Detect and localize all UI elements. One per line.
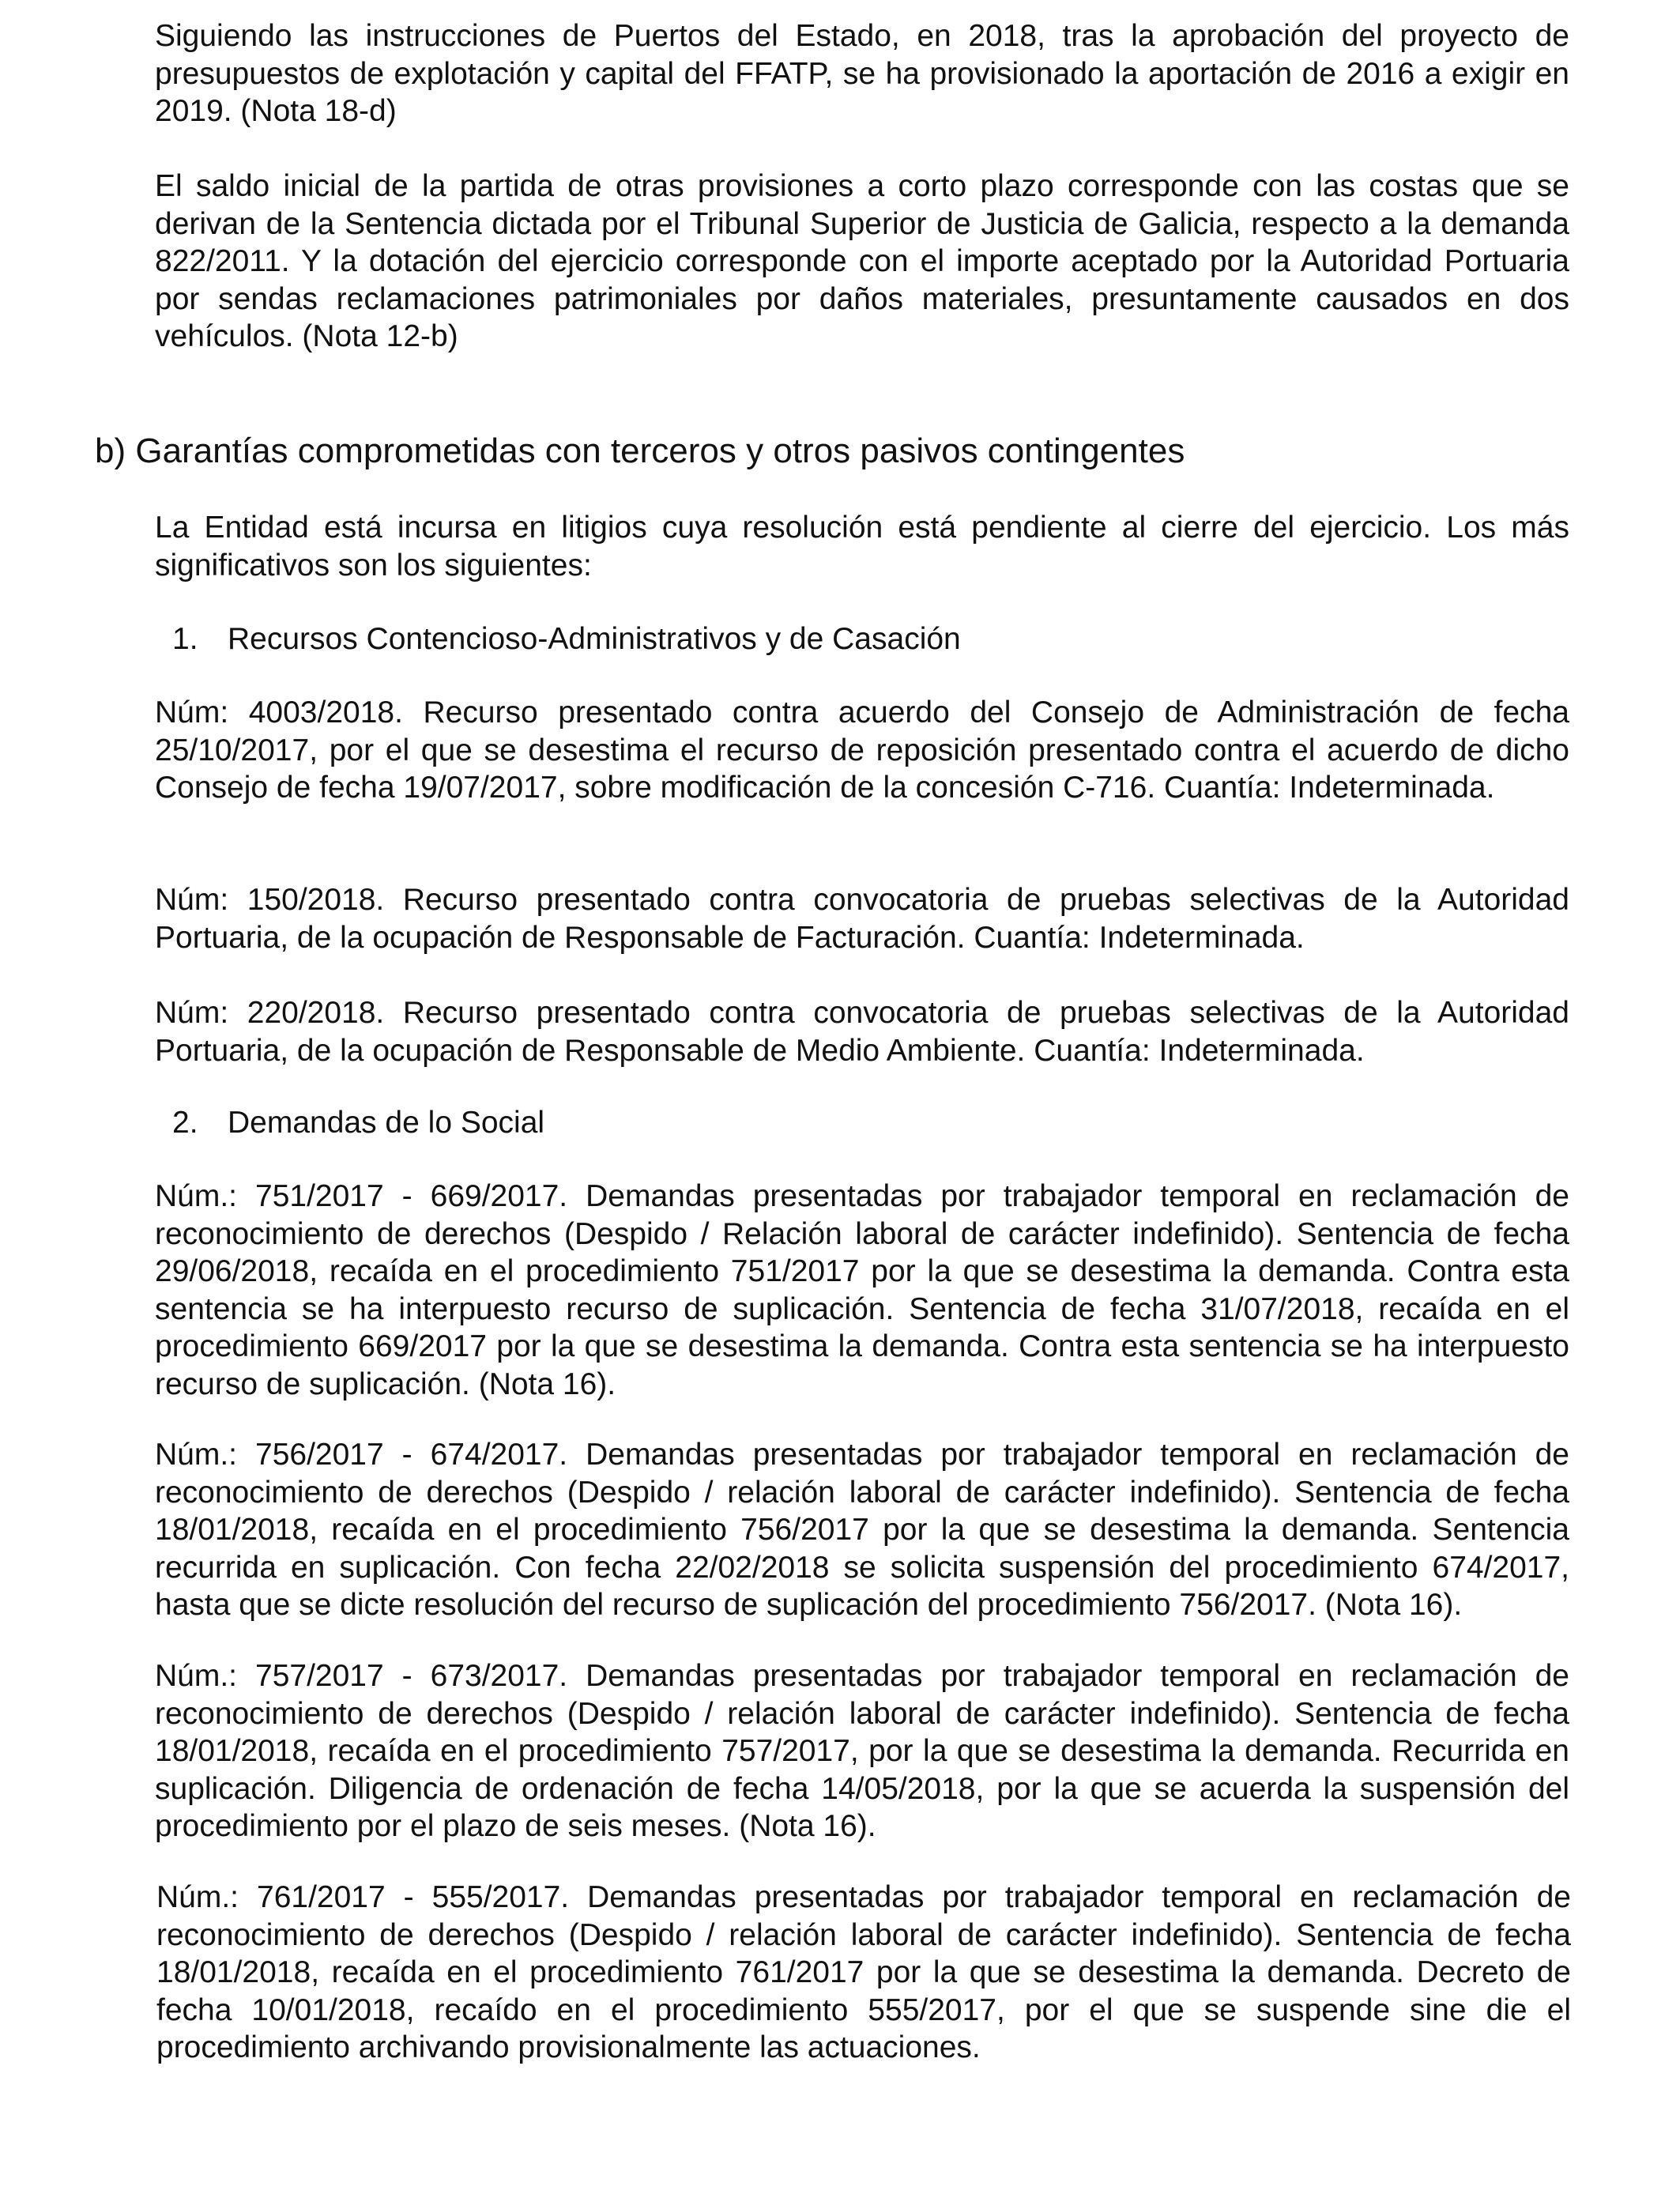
paragraph-short-term-provisions: El saldo inicial de la partida de otras provisiones a corto plazo corresponde con las costas que se derivan de la Sentencia dictada por el Tribunal Superior de Justicia de Galicia, respecto a la demanda 822/2011. Y la dotación del ejercicio corresponde con el importe aceptado por la Autoridad Portuaria por sendas reclamaciones patrimoniales por daños materiales, presuntamente causados en dos vehículos. (Nota 12-b) <box>155 169 1569 353</box>
paragraph-recurso-4003: Núm: 4003/2018. Recurso presentado contra acuerdo del Consejo de Administración de fecha 25/10/2017, por el que se desestima el recurso de reposición presentado contra el acuerdo de dicho Consejo de fecha 19/07/2017, sobre modificación de la concesión C-716. Cuantía: Indeterminada. <box>155 696 1569 805</box>
list-number: 2. <box>172 1106 198 1140</box>
paragraph-demanda-761: Núm.: 761/2017 - 555/2017. Demandas presentadas por trabajador temporal en reclamación de reconocimiento de derechos (Despido / relación laboral de carácter indefinido). Sentencia de fecha 18/01/2018, recaída en el procedimiento 761/2017 por la que se desestima la demanda. Decreto de fecha 10/01/2018, recaído en el procedimiento 555/2017, por el que se suspende sine die el procedimiento archivando provisionalmente las actuaciones. <box>156 1880 1571 2064</box>
paragraph-demanda-751: Núm.: 751/2017 - 669/2017. Demandas presentadas por trabajador temporal en reclamación de reconocimiento de derechos (Despido / Relación laboral de carácter indefinido). Sentencia de fecha 29/06/2018, recaída en el procedimiento 751/2017 por la que se desestima la demanda. Contra esta sentencia se ha interpuesto recurso de suplicación. Sentencia de fecha 31/07/2018, recaída en el procedimiento 669/2017 por la que se desestima la demanda. Contra esta sentencia se ha interpuesto recurso de suplicación. (Nota 16). <box>155 1179 1569 1401</box>
paragraph-demanda-757: Núm.: 757/2017 - 673/2017. Demandas presentadas por trabajador temporal en reclamación de reconocimiento de derechos (Despido / relación laboral de carácter indefinido). Sentencia de fecha 18/01/2018, recaída en el procedimiento 757/2017, por la que se desestima la demanda. Recurrida en suplicación. Diligencia de ordenación de fecha 14/05/2018, por la que se acuerda la suspensión del procedimiento por el plazo de seis meses. (Nota 16). <box>155 1659 1569 1843</box>
list-item-demandas <box>172 1104 544 1141</box>
paragraph-litigation-intro: La Entidad está incursa en litigios cuya resolución está pendiente al cierre del ejercicio. Los más significativos son los siguientes: <box>155 511 1569 582</box>
paragraph-recurso-150: Núm: 150/2018. Recurso presentado contra convocatoria de pruebas selectivas de la Autoridad Portuaria, de la ocupación de Responsable de Facturación. Cuantía: Indeterminada. <box>155 883 1569 955</box>
paragraph-recurso-220: Núm: 220/2018. Recurso presentado contra convocatoria de pruebas selectivas de la Autoridad Portuaria, de la ocupación de Responsable de Medio Ambiente. Cuantía: Indeterminada. <box>155 996 1569 1068</box>
section-heading-b: b) Garantías comprometidas con terceros y otros pasivos contingentes <box>95 432 1185 470</box>
paragraph-demanda-756: Núm.: 756/2017 - 674/2017. Demandas presentadas por trabajador temporal en reclamación de reconocimiento de derechos (Despido / relación laboral de carácter indefinido). Sentencia de fecha 18/01/2018, recaída en el procedimiento 756/2017 por la que se desestima la demanda. Sentencia recurrida en suplicación. Con fecha 22/02/2018 se solicita suspensión del procedimiento 674/2017, hasta que se dicte resolución del recurso de suplicación del procedimiento 756/2017. (Nota 16). <box>155 1438 1569 1622</box>
paragraph-ffatp-provision: Siguiendo las instrucciones de Puertos del Estado, en 2018, tras la aprobación del proyecto de presupuestos de explotación y capital del FFATP, se ha provisionado la aportación de 2016 a exigir en 2019. (Nota 18-d) <box>155 19 1569 128</box>
list-number: 1. <box>172 622 198 656</box>
list-item-recursos <box>172 620 961 658</box>
list-label: Recursos Contencioso-Administrativos y de Casación <box>228 622 961 656</box>
list-label: Demandas de lo Social <box>228 1106 545 1140</box>
